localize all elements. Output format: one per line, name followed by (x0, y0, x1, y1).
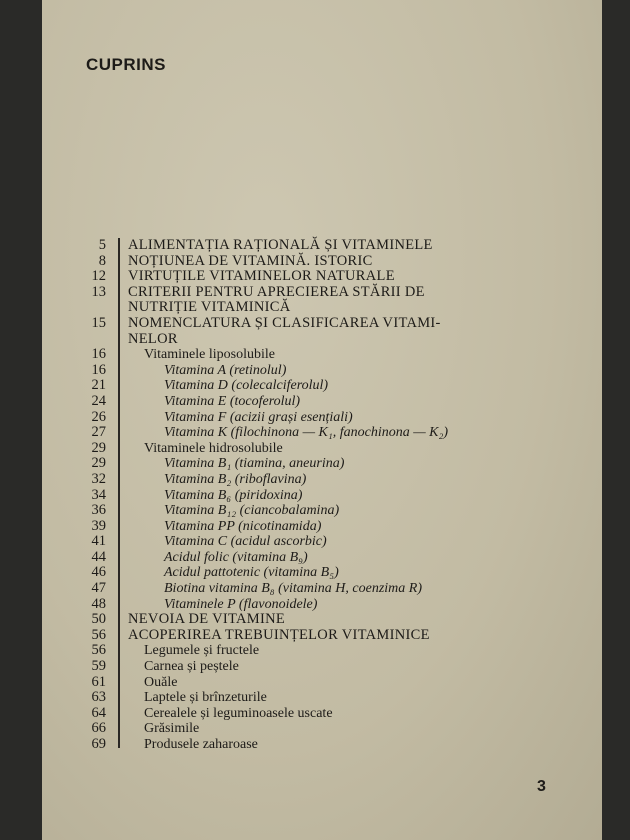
toc-entry-title: Biotina vitamina B₈ (vitamina H, coenzima R) (164, 581, 422, 597)
toc-entry-title: Vitamina B₂ (riboflavina) (164, 471, 307, 487)
toc-page-number: 13 (91, 283, 106, 300)
toc-entry-title: Grăsimile (144, 721, 200, 737)
toc-entry-title: NELOR (128, 330, 178, 347)
toc-page-number: 61 (91, 673, 106, 690)
toc-entry (82, 300, 542, 316)
toc-page-number: 24 (91, 392, 106, 409)
toc-page-number: 15 (91, 314, 106, 331)
toc-entry-title: NOȚIUNEA DE VITAMINĂ. ISTORIC (128, 252, 373, 269)
toc-page-number: 59 (91, 658, 106, 675)
toc-page-number: 34 (91, 486, 106, 503)
toc-entry-title: Vitamina B₁₂ (ciancobalamina) (164, 503, 340, 519)
toc-entry-title: Vitamina C (acidul ascorbic) (164, 534, 327, 550)
toc-entry (82, 659, 542, 675)
toc-entry (82, 643, 542, 659)
toc-page-number: 5 (98, 237, 106, 253)
toc-page-number: 50 (91, 611, 106, 628)
toc-entry-title: ACOPERIREA TREBUINȚELOR VITAMINICE (128, 626, 430, 643)
toc-entry (82, 550, 542, 566)
toc-page-number: 16 (91, 361, 106, 378)
toc-entry (82, 472, 542, 488)
toc-entry-title: Vitaminele liposolubile (144, 347, 275, 363)
toc-entry-title: Vitamina B₁ (tiamina, aneurina) (164, 456, 345, 472)
toc-entry-title: Vitamina PP (nicotinamida) (164, 518, 322, 534)
toc-entry-title: Acidul pattotenic (vitamina B₅) (164, 565, 339, 581)
toc-page-number: 56 (91, 626, 106, 643)
toc-entry-title: Acidul folic (vitamina B₉) (164, 549, 308, 565)
toc-entry-title: Vitamina A (retinolul) (164, 362, 287, 378)
toc-entry-title: Legumele și fructele (144, 643, 260, 659)
toc-entry (82, 425, 542, 441)
toc-entry-title: Produsele zaharoase (144, 737, 258, 752)
page-number: 3 (537, 778, 546, 795)
toc-page-number: 21 (91, 377, 106, 394)
toc-entry (82, 581, 542, 597)
toc-page-number: 63 (91, 689, 106, 706)
toc-page-number: 64 (91, 704, 106, 721)
toc-entry-title: NOMENCLATURA ȘI CLASIFICAREA VITAMI- (128, 314, 441, 331)
toc-entry-title: Vitamina K (filochinona — K₁, fanochinona — K₂) (164, 425, 449, 441)
toc-page-number: 39 (91, 517, 106, 534)
toc-entry (82, 503, 542, 519)
toc-entry (82, 238, 542, 254)
toc-page-number: 32 (91, 470, 106, 487)
toc-entry-title: Vitaminele hidrosolubile (144, 440, 283, 456)
toc-entry (82, 441, 542, 457)
toc-entry-title: VIRTUȚILE VITAMINELOR NATURALE (128, 268, 395, 285)
toc-entry (82, 394, 542, 410)
toc-entry (82, 628, 542, 644)
toc-page-number: 41 (91, 533, 106, 550)
toc-page-number: 47 (91, 580, 106, 597)
toc-entry (82, 721, 542, 737)
toc-entry-title: Vitamina B₆ (piridoxina) (164, 487, 303, 503)
toc-entry-title: Vitaminele P (flavonoidele) (164, 596, 318, 612)
toc-entry-title: Vitamina D (colecalciferolul) (164, 378, 329, 394)
toc-page-number: 27 (91, 424, 106, 441)
toc-entry (82, 534, 542, 550)
toc-page-number: 26 (91, 408, 106, 425)
toc-entry-title: Carnea și peștele (144, 659, 239, 675)
toc-entry (82, 519, 542, 535)
toc-entry-title: Laptele și brînzeturile (144, 690, 267, 706)
toc-page-number: 69 (91, 736, 106, 752)
toc-page-number: 16 (91, 346, 106, 363)
toc-entry (82, 737, 542, 753)
toc-entry (82, 706, 542, 722)
toc-entry (82, 254, 542, 270)
toc-entry (82, 269, 542, 285)
toc-page-number: 44 (91, 548, 106, 565)
toc-entry (82, 488, 542, 504)
toc-entry (82, 332, 542, 348)
table-of-contents (82, 238, 542, 753)
toc-page-number: 12 (91, 268, 106, 285)
toc-entry-title: Ouăle (144, 674, 178, 690)
toc-entry (82, 565, 542, 581)
toc-entry (82, 612, 542, 628)
toc-entry (82, 378, 542, 394)
toc-page-number: 8 (98, 252, 106, 269)
toc-entry (82, 675, 542, 691)
toc-entry-title: Vitamina E (tocoferolul) (164, 393, 301, 409)
toc-page-number: 56 (91, 642, 106, 659)
toc-entry (82, 363, 542, 379)
toc-entry-title: NUTRIȚIE VITAMINICĂ (128, 299, 291, 316)
page-title: CUPRINS (86, 55, 167, 74)
toc-entry (82, 690, 542, 706)
toc-entry-title: Vitamina F (acizii grași esențiali) (164, 409, 353, 425)
toc-page-number: 48 (91, 595, 106, 612)
toc-entry-title: Cerealele și leguminoasele uscate (144, 705, 333, 721)
toc-page-number: 29 (91, 455, 106, 472)
toc-page-number: 66 (91, 720, 106, 737)
toc-entry (82, 347, 542, 363)
toc-entry (82, 456, 542, 472)
toc-entry (82, 316, 542, 332)
toc-entry-title: CRITERII PENTRU APRECIEREA STĂRII DE (128, 283, 425, 300)
toc-page-number: 29 (91, 439, 106, 456)
toc-entry (82, 410, 542, 426)
toc-page-number: 46 (91, 564, 106, 581)
toc-entry-title: ALIMENTAȚIA RAȚIONALĂ ȘI VITAMINELE (128, 237, 433, 253)
toc-page-number: 36 (91, 502, 106, 519)
toc-entry-title: NEVOIA DE VITAMINE (128, 611, 286, 628)
toc-entry (82, 597, 542, 613)
